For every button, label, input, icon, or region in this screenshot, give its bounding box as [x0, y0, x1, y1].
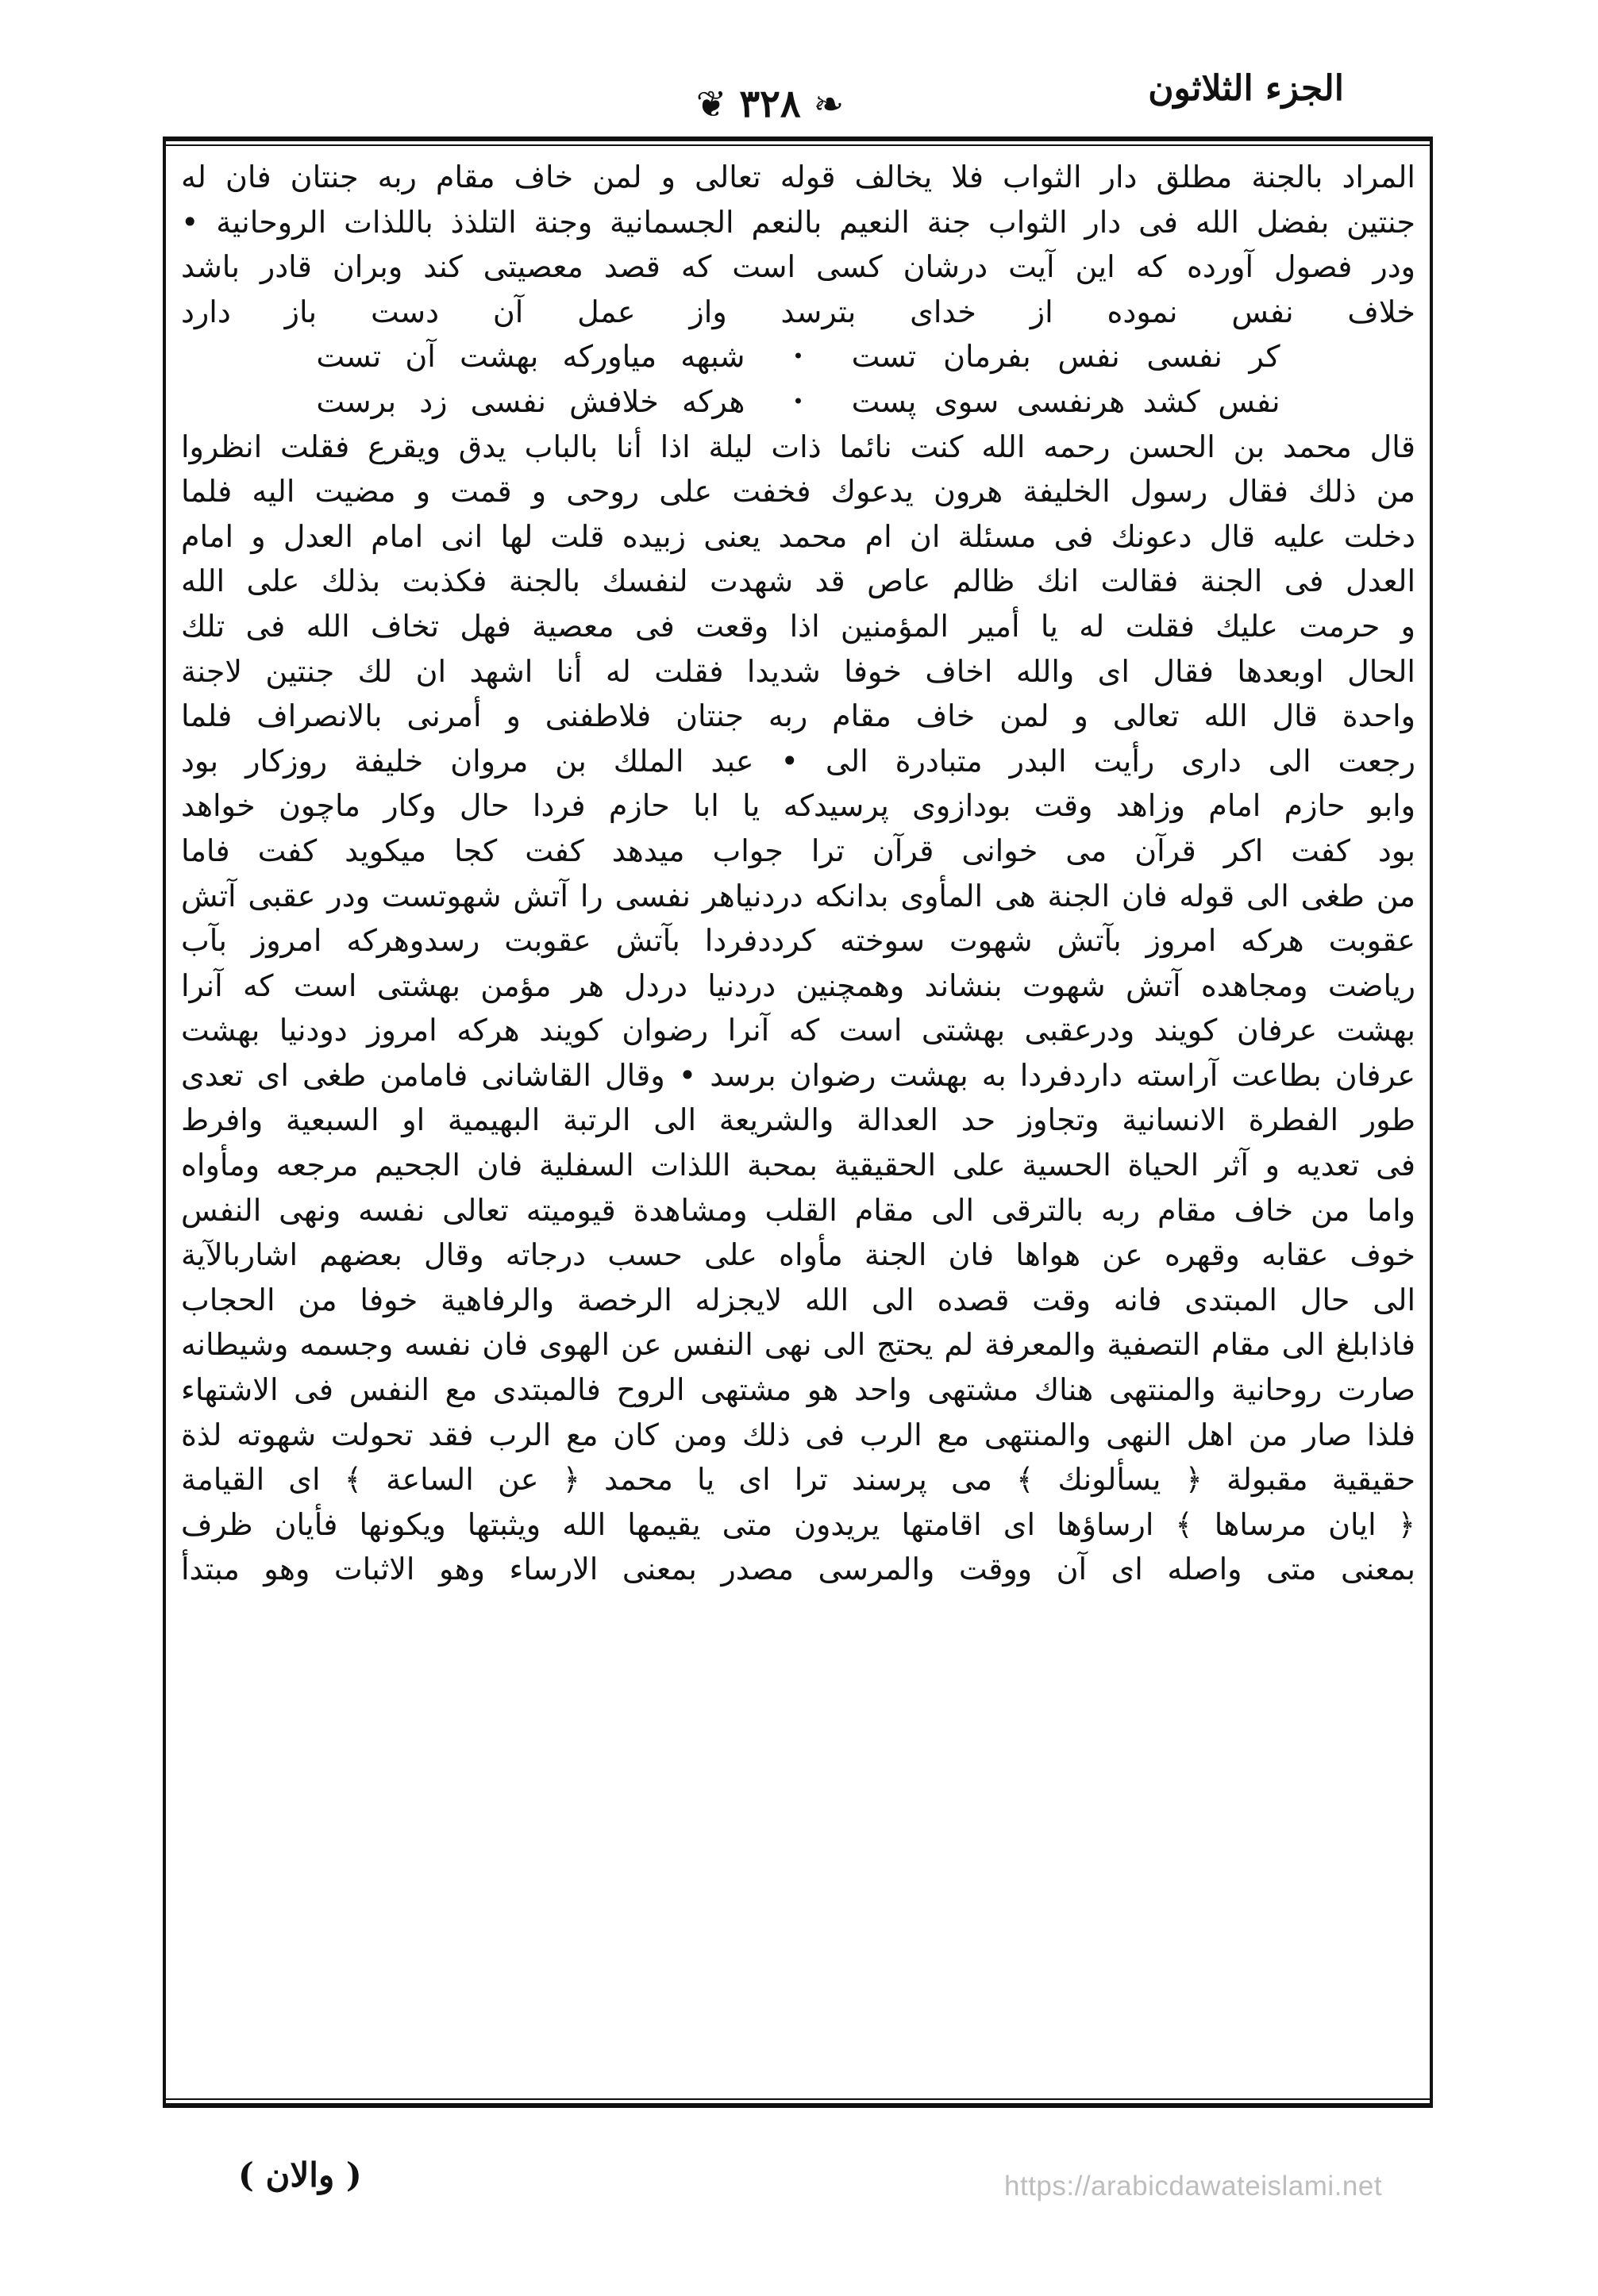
text-line: بود كفت اكر قرآن مى خوانى قرآن ترا جواب ميدهد كفت كجا ميكويد كفت فاما: [181, 833, 1415, 868]
page-number: ٣٢٨: [739, 82, 801, 126]
frame-rule-bottom: [163, 2098, 1433, 2100]
text-line: واما من خاف مقام ربه بالترقى الى مقام القلب ومشاهدة قيوميته تعالى نفسه ونهى النفس: [181, 1192, 1415, 1228]
text-line: بهشت عرفان كويند ودرعقبى بهشتى است كه آنرا رضوان كويند هركه امروز دودنيا بهشت: [181, 1013, 1415, 1048]
text-line: الحال اوبعدها فقال اى والله اخاف خوفا شديدا فقلت له أنا اشهد ان لك جنتين لاجنة: [181, 653, 1415, 689]
text-line: خوف عقابه وقهره عن هواها فان الجنة مأواه على حسب درجاته وقال بعضهم اشاربالآية: [181, 1237, 1415, 1273]
text-line: ﴿ ايان مرساها ﴾ ارساؤها اى اقامتها يريدون متى يقيمها الله ويثبتها ويكونها فأيان ظرف: [181, 1506, 1415, 1542]
text-line: العدل فى الجنة فقالت انك ظالم عاص قد شهدت لنفسك بالجنة فكذبت بذلك على الله: [181, 563, 1415, 599]
text-line: خلاف نفس نموده از خداى بترسد واز عمل آن دست باز دارد: [181, 294, 1415, 329]
source-watermark: https://arabicdawateislami.net: [1004, 2171, 1383, 2202]
part-label: الجزء الثلاثون: [1148, 68, 1344, 109]
text-line: صارت روحانية والمنتهى هناك مشتهى واحد هو مشتهى الروح فالمبتدى مع النفس فى الاشتهاء: [181, 1372, 1415, 1408]
text-line: رجعت الى دارى رأيت البدر متبادرة الى • عبد الملك بن مروان خليفة روزكار بود: [181, 743, 1415, 779]
text-line: فى تعديه و آثر الحياة الحسية على الحقيقية بمحبة اللذات السفلية فان الجحيم مرجعه ومأواه: [181, 1148, 1415, 1183]
text-line: رياضت ومجاهده آتش شهوت بنشاند وهمچنين دردنيا دردل هر مؤمن بهشتى است كه آنرا: [181, 967, 1415, 1003]
text-line: ودر فصول آورده كه اين آيت درشان كسى است كه قصد معصيتى كند وبران قادر باشد: [181, 249, 1415, 285]
verse-hemistich-left: شبهه مياوركه بهشت آن تست: [316, 339, 745, 375]
page-number-block: [651, 76, 889, 132]
ornament-left-icon: ❦: [695, 83, 727, 125]
page-header: [0, 0, 1598, 127]
text-line: المراد بالجنة مطلق دار الثواب فلا يخالف قوله تعالى و لمن خاف مقام ربه جنتان فان له: [181, 160, 1415, 194]
text-line: بمعنى متى واصله اى آن ووقت والمرسى مصدر بمعنى الارساء وهو الاثبات وهو مبتدأ: [181, 1552, 1415, 1587]
verse-separator: •: [792, 390, 804, 413]
text-line: طور الفطرة الانسانية وتجاوز حد العدالة والشريعة الى الرتبة البهيمية او السبعية وافرط: [181, 1102, 1415, 1138]
ornament-right-icon: ❧: [813, 83, 845, 125]
text-line: دخلت عليه قال دعونك فى مسئلة ان ام محمد يعنى زبيده قلت لها انى امام العدل و امام: [181, 518, 1415, 554]
text-line: واحدة قال الله تعالى و لمن خاف مقام ربه جنتان فلاطفنى و أمرنى بالانصراف فلما: [181, 698, 1415, 734]
text-line: فاذابلغ الى مقام التصفية والمعرفة لم يحتج الى نهى النفس عن الهوى فان نفسه وجسمه وشيطانه: [181, 1327, 1415, 1363]
text-line: قال محمد بن الحسن رحمه الله كنت نائما ذات ليلة اذا أنا بالباب يدق ويقرع فقلت انظروا: [181, 429, 1415, 464]
catchword: ( والان ): [238, 2156, 362, 2194]
text-line: وابو حازم امام وزاهد وقت بودازوى پرسيدكه يا ابا حازم فردا حال وكار ماچون خواهد: [181, 788, 1415, 824]
text-line: جنتين بفضل الله فى دار الثواب جنة النعيم بالنعم الجسمانية وجنة التلذذ باللذات الروحانية •: [181, 204, 1415, 240]
text-line: حقيقية مقبولة ﴿ يسألونك ﴾ مى پرسند ترا اى يا محمد ﴿ عن الساعة ﴾ اى القيامة: [181, 1462, 1415, 1498]
text-line: الى حال المبتدى فانه وقت قصده الى الله لايجزله الرخصة والرفاهية خوفا من الحجاب: [181, 1282, 1415, 1317]
verse-hemistich-left: هركه خلافش نفسى زد برست: [316, 383, 745, 419]
text-line: عقوبت هركه امروز بآتش شهوت سوخته كرددفردا بآتش عقوبت رسدوهركه امروز بآب: [181, 923, 1415, 959]
frame-rule-top: [163, 144, 1433, 146]
verse-hemistich-right: نفس كشد هرنفسى سوى پست: [851, 383, 1280, 419]
verse-hemistich-right: كر نفسى نفس بفرمان تست: [851, 339, 1280, 375]
verse-separator: •: [792, 345, 804, 368]
verse-line: [181, 379, 1415, 425]
text-line: من طغى الى قوله فان الجنة هى المأوى بدانكه دردنياهر نفسى را آتش شهوتست ودر عقبى آتش: [181, 878, 1415, 913]
text-line: عرفان بطاعت آراسته داردفردا به بهشت رضوان برسد • وقال القاشانى فامامن طغى اى تعدى: [181, 1057, 1415, 1093]
text-line: من ذلك فقال رسول الخليفة هرون يدعوك فخفت على روحى و قمت و مضيت اليه فلما: [181, 474, 1415, 510]
text-line: فلذا صار من اهل النهى والمنتهى مع الرب فى ذلك ومن كان مع الرب فقد تحولت شهوته لذة: [181, 1417, 1415, 1452]
body-text: [181, 155, 1415, 1592]
text-line: و حرمت عليك فقلت له يا أمير المؤمنين اذا وقعت فى معصية فهل تخاف الله فى تلك: [181, 608, 1415, 644]
verse-line: [181, 334, 1415, 379]
